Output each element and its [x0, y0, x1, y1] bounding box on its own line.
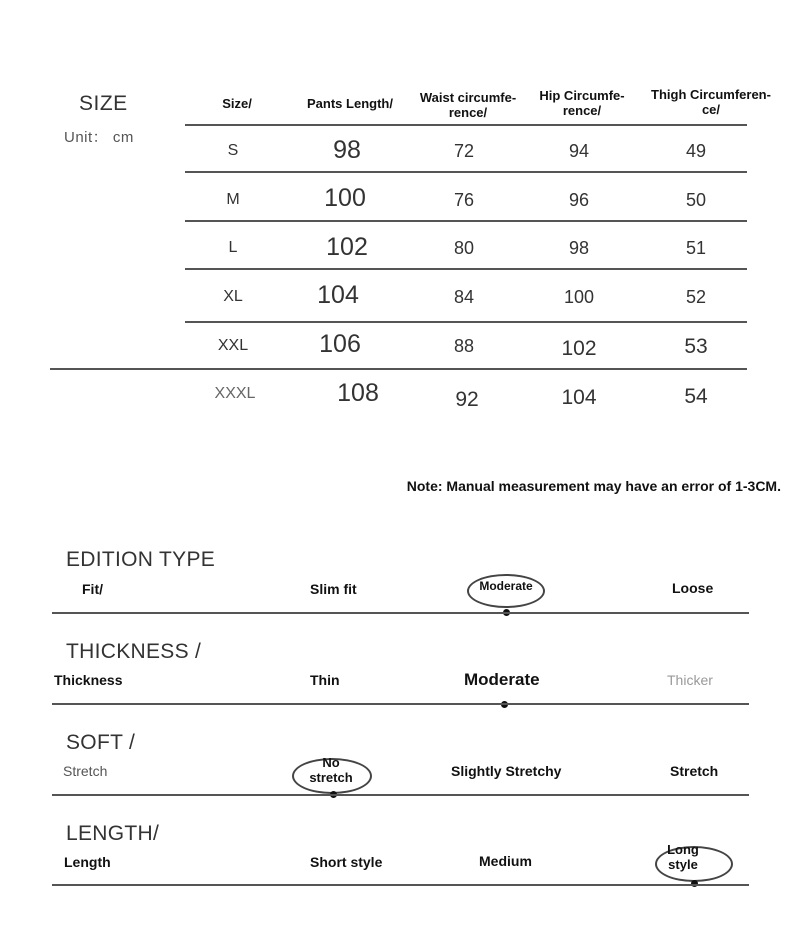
edition-type-title: EDITION TYPE — [66, 548, 216, 571]
table-rule — [50, 368, 747, 370]
scale-line — [52, 794, 749, 796]
option-long-style-line1: Long — [667, 842, 699, 857]
cell-length: 102 — [326, 233, 368, 261]
option-slim-fit: Slim fit — [310, 581, 357, 597]
option-moderate-selected: Moderate — [479, 579, 533, 593]
option-slightly-stretchy: Slightly Stretchy — [451, 763, 562, 779]
option-thin: Thin — [310, 672, 340, 688]
fit-label: Fit/ — [82, 581, 103, 597]
length-title: LENGTH/ — [66, 822, 160, 845]
size-title: SIZE — [79, 92, 128, 115]
cell-length: 98 — [333, 136, 361, 164]
option-loose: Loose — [672, 580, 714, 596]
cell-thigh: 50 — [685, 190, 707, 210]
cell-length: 108 — [337, 379, 379, 407]
header-pants-length — [290, 96, 410, 111]
cell-thigh: 52 — [685, 287, 707, 307]
cell-length: 100 — [324, 184, 366, 212]
option-no-stretch-selected — [292, 755, 370, 785]
cell-size: L — [228, 239, 238, 256]
measurement-note: Note: Manual measurement may have an error of 1-3CM. — [406, 478, 781, 494]
option-no-stretch-line1: No — [322, 755, 340, 770]
header-pants-length-text: Pants Length/ — [307, 96, 393, 111]
cell-waist: 88 — [453, 336, 475, 356]
header-waist — [408, 90, 528, 120]
header-size — [202, 96, 272, 111]
cell-hip: 94 — [568, 141, 590, 161]
cell-size: S — [227, 142, 239, 159]
cell-length: 104 — [317, 281, 359, 309]
cell-size: M — [226, 191, 240, 208]
scale-line — [52, 703, 749, 705]
cell-hip: 96 — [568, 190, 590, 210]
option-stretch: Stretch — [670, 763, 719, 779]
option-thicker: Thicker — [667, 672, 713, 688]
option-medium: Medium — [479, 853, 532, 869]
cell-waist: 72 — [453, 141, 475, 161]
header-thigh — [636, 87, 786, 117]
option-long-style-selected — [658, 842, 708, 872]
table-rule — [185, 220, 747, 222]
header-hip-line1: Hip Circumfe- — [539, 88, 625, 103]
option-short-style: Short style — [310, 854, 383, 870]
header-hip — [522, 88, 642, 118]
header-thigh-line2: ce/ — [701, 102, 721, 117]
header-waist-line2: rence/ — [448, 105, 488, 120]
cell-waist: 76 — [453, 190, 475, 210]
cell-hip: 98 — [568, 238, 590, 258]
option-moderate-selected: Moderate — [464, 670, 540, 689]
cell-hip: 104 — [561, 386, 597, 409]
cell-hip: 102 — [561, 337, 597, 360]
table-rule — [185, 268, 747, 270]
length-label: Length — [64, 854, 111, 870]
cell-thigh: 49 — [685, 141, 707, 161]
option-long-style-line2: style — [668, 857, 698, 872]
scale-line — [52, 612, 749, 614]
cell-thigh: 53 — [684, 335, 708, 358]
scale-line — [52, 884, 749, 886]
header-thigh-line1: Thigh Circumferen- — [651, 87, 771, 102]
header-waist-line1: Waist circumfe- — [419, 90, 517, 105]
header-size-text: Size/ — [222, 96, 252, 111]
cell-thigh: 51 — [685, 238, 707, 258]
soft-title: SOFT / — [66, 731, 136, 754]
option-no-stretch-line2: stretch — [309, 770, 353, 785]
table-rule — [185, 321, 747, 323]
cell-length: 106 — [319, 330, 361, 358]
cell-waist: 80 — [453, 238, 475, 258]
cell-hip: 100 — [563, 287, 595, 307]
cell-waist: 84 — [453, 287, 475, 307]
stretch-label: Stretch — [63, 763, 108, 779]
cell-size: XXXL — [214, 385, 256, 402]
thickness-label: Thickness — [54, 672, 123, 688]
cell-waist: 92 — [455, 388, 479, 411]
header-hip-line2: rence/ — [562, 103, 602, 118]
cell-thigh: 54 — [684, 385, 708, 408]
thickness-title: THICKNESS / — [66, 640, 202, 663]
cell-size: XXL — [217, 337, 249, 354]
table-rule — [185, 124, 747, 126]
cell-size: XL — [223, 288, 243, 305]
table-rule — [185, 171, 747, 173]
unit-label: Unit： cm — [64, 129, 134, 146]
